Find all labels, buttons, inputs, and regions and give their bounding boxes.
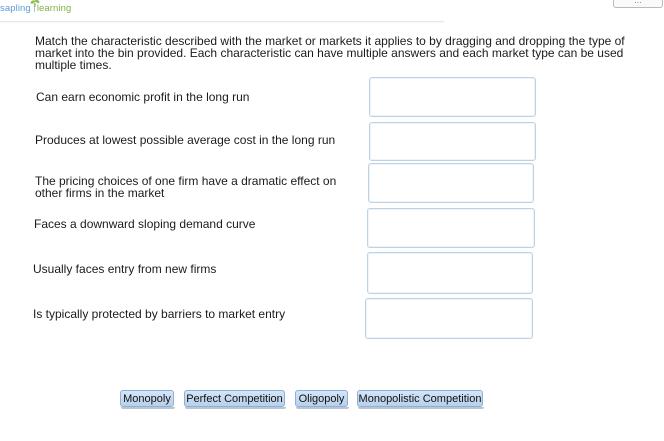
drop-bin-economic-profit[interactable]	[369, 77, 536, 117]
characteristic-label-entry-from-new-firms: Usually faces entry from new firms	[33, 262, 217, 276]
instructions-text: Match the characteristic described with the market or markets it applies to by dragging and dropping the type of market into the bin provided. Each characteristic can have multiple answers and each market type can be used multiple times.	[35, 34, 625, 72]
drop-bin-entry-from-new-firms[interactable]	[367, 252, 533, 294]
drop-bin-pricing-choices[interactable]	[368, 163, 534, 203]
logo-word-sapling: sapling	[0, 3, 31, 14]
chip-perfect-competition[interactable]: Perfect Competition	[184, 390, 285, 407]
top-right-widget[interactable]: …	[613, 0, 663, 8]
sprout-icon	[30, 0, 40, 7]
characteristic-label-downward-demand: Faces a downward sloping demand curve	[34, 217, 256, 231]
characteristic-label-lowest-average-cost: Produces at lowest possible average cost in the long run	[35, 133, 336, 147]
characteristic-label-barriers-to-entry: Is typically protected by barriers to market entry	[33, 307, 286, 321]
characteristic-label-economic-profit: Can earn economic profit in the long run	[36, 90, 250, 104]
logo-word-learning: learning	[36, 3, 72, 14]
drop-bin-barriers-to-entry[interactable]	[365, 298, 533, 339]
sapling-learning-logo	[0, 3, 71, 19]
chip-monopolistic-competition[interactable]: Monopolistic Competition	[357, 390, 483, 407]
drop-bin-downward-demand[interactable]	[367, 208, 535, 248]
header-bar	[0, 0, 444, 22]
chip-monopoly[interactable]: Monopoly	[120, 390, 174, 407]
chip-oligopoly[interactable]: Oligopoly	[295, 390, 348, 407]
characteristic-label-pricing-choices: The pricing choices of one firm have a dramatic effect on other firms in the market	[35, 174, 337, 200]
drop-bin-lowest-average-cost[interactable]	[369, 122, 536, 161]
